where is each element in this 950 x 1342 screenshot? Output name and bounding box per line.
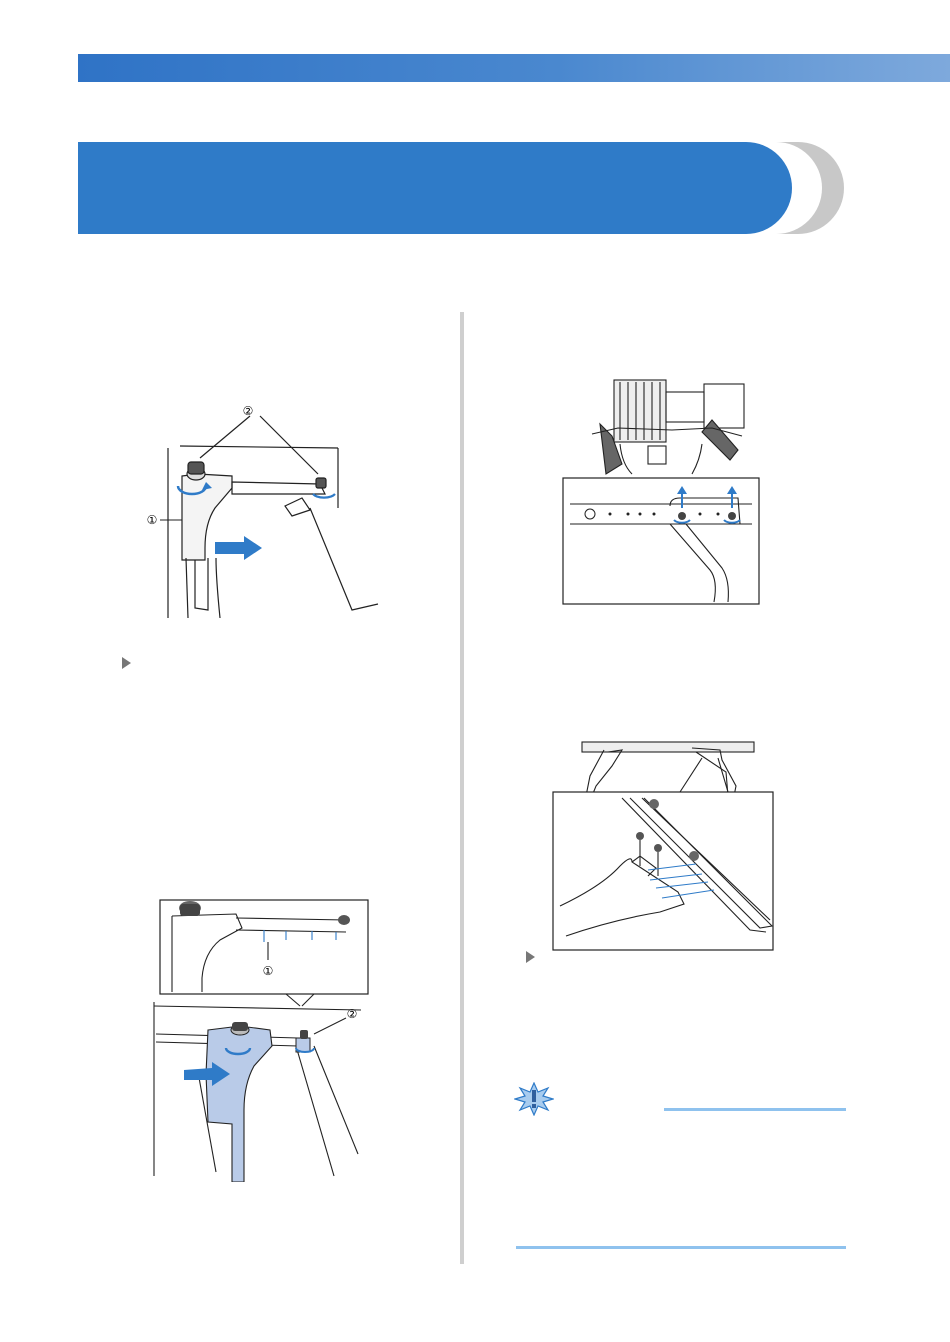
header-bar: [78, 54, 950, 82]
note-burst-icon: [514, 1082, 554, 1116]
figure-frame-holder-screws: [552, 736, 776, 952]
callout-2: ②: [346, 1007, 358, 1021]
result-marker-icon: [526, 951, 535, 963]
column-divider: [460, 312, 464, 1264]
note-bottom-rule: [516, 1246, 846, 1249]
figure-machine-frame-holder: [562, 374, 764, 606]
callout-1: ①: [146, 513, 158, 527]
result-marker-icon: [122, 657, 131, 669]
figure-attach-bracket: [136, 898, 372, 1182]
figure-remove-bracket: [120, 398, 382, 624]
note-top-rule: [664, 1108, 846, 1111]
callout-2: ②: [242, 404, 254, 418]
section-title-banner: [78, 142, 792, 234]
callout-1: ①: [262, 964, 274, 978]
